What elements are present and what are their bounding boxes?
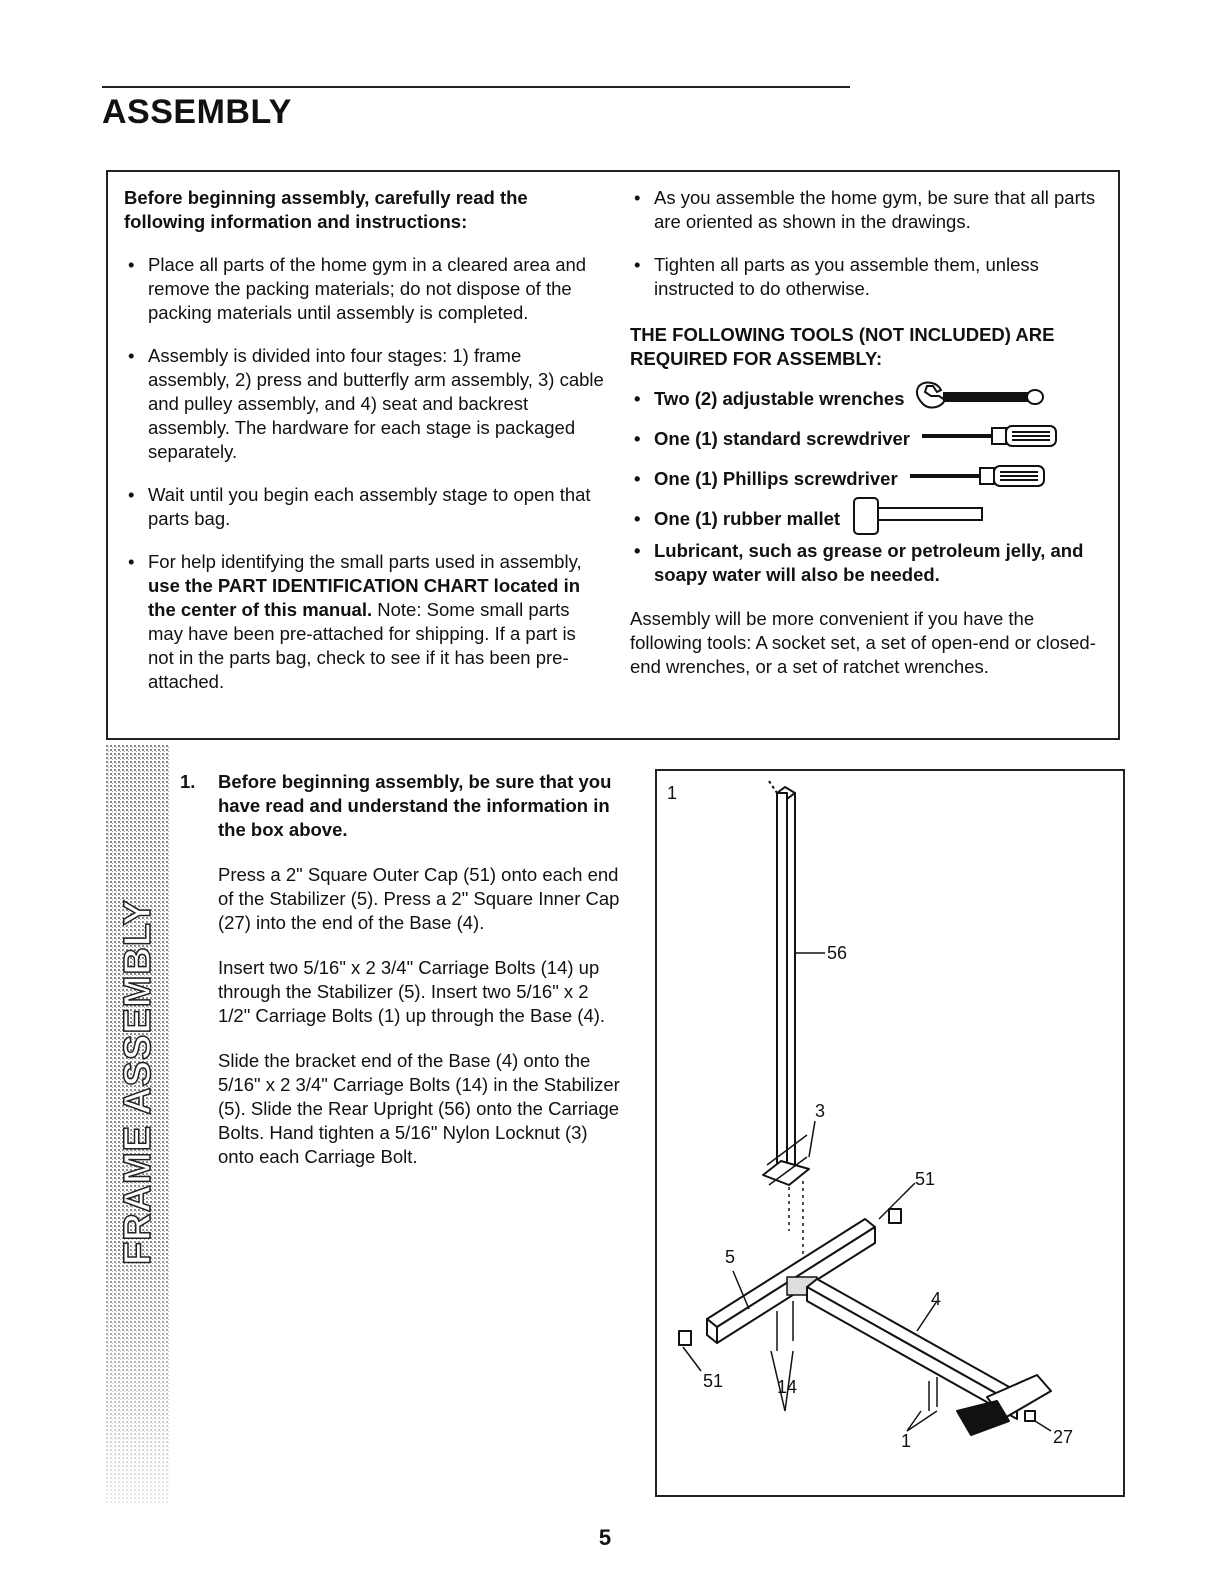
base-top (807, 1279, 1027, 1405)
instructions-list (124, 253, 604, 694)
tool-label: • One (1) standard screwdriver (654, 428, 911, 449)
step-paragraph: Press a 2" Square Outer Cap (51) onto each end of the Stabilizer (5). Press a 2" Square Inner Cap (27) into the end of the Base (4). (218, 864, 620, 933)
mallet-icon (850, 496, 990, 542)
tool-item: • Lubricant, such as grease or petroleum jelly, and soapy water will also be needed. (630, 539, 1110, 587)
step-paragraph: Insert two 5/16" x 2 3/4" Carriage Bolts (14) up through the Stabilizer (5). Insert two 5/16" x 2 1/2" Carriage Bolts (1) up through the Base (4). (218, 957, 606, 1026)
instructions-intro: Before beginning assembly, carefully read the following information and instructions: (124, 187, 528, 232)
callout-56: 56 (827, 943, 848, 963)
step-paragraph: Slide the bracket end of the Base (4) onto the 5/16" x 2 3/4" Carriage Bolts (14) in the Stabilizer (5). Slide the Rear Upright (56) onto the Carriage Bolts. Hand tighten a 5/16" Nylon Locknut (3) onto each Carriage Bolt. (218, 1050, 620, 1167)
callout-4: 4 (931, 1289, 942, 1309)
part-chart-reference: use the PART IDENTIFICATION CHART located in the center of this manual. (148, 575, 581, 620)
convenience-note: Assembly will be more convenient if you have the following tools: A socket set, a set of open-end or closed-end wrenches, or a set of ratchet wrenches. (630, 608, 1096, 677)
list-item: • Wait until you begin each assembly stage to open that parts bag. (124, 483, 604, 531)
instructions-right-column (630, 186, 1110, 679)
callout-51-right: 51 (915, 1169, 936, 1189)
outer-cap-left (679, 1331, 691, 1345)
instructions-box (106, 170, 1120, 740)
step-body (218, 770, 620, 1169)
help-text-pre: For help identifying the small parts used in assembly, (148, 551, 582, 572)
section-tab-label: FRAME ASSEMBLY (116, 899, 159, 1265)
callout-51-left: 51 (703, 1371, 724, 1391)
instructions-list (630, 186, 1110, 301)
header-rule (102, 86, 850, 88)
base-side (807, 1287, 1017, 1419)
figure-number: 1 (667, 783, 678, 803)
callout-27: 27 (1053, 1427, 1074, 1447)
section-tab (106, 745, 170, 1505)
page-number: 5 (598, 1525, 612, 1550)
page-title: ASSEMBLY (102, 93, 292, 131)
list-item: • Assembly is divided into four stages: 1) frame assembly, 2) press and butterfly arm assembly, 3) cable and pulley assembly, and 4) seat and backrest assembly. The hardware for each stage is packaged separately. (124, 344, 604, 464)
base-foot (957, 1401, 1009, 1435)
callout-5: 5 (725, 1247, 736, 1267)
screwdriver-icon (908, 464, 1053, 494)
tools-heading: THE FOLLOWING TOOLS (NOT INCLUDED) ARE REQUIRED FOR ASSEMBLY: (630, 324, 1055, 369)
help-text-post: Note: Some small parts may have been pre-attached for shipping. If a part is not in the parts bag, check to see if it has been pre-attached. (148, 599, 576, 692)
tools-list (630, 379, 1110, 587)
tool-item (630, 419, 1110, 459)
upright-side (787, 793, 795, 1173)
tool-label: • Two (2) adjustable wrenches (654, 388, 905, 409)
assembly-diagram (655, 769, 1125, 1497)
step-1 (180, 770, 620, 1190)
step-heading: Before beginning assembly, be sure that you have read and understand the information in the box above. (218, 771, 612, 840)
inner-cap (1025, 1411, 1035, 1421)
tool-item (630, 379, 1110, 419)
frame-drawing (657, 771, 1123, 1495)
screwdriver-icon (920, 424, 1065, 454)
rear-upright (777, 793, 787, 1173)
instructions-left-column (124, 186, 604, 694)
callout-3: 3 (815, 1101, 826, 1121)
list-item: • Place all parts of the home gym in a cleared area and remove the packing materials; do not dispose of the packing materials until assembly is completed. (124, 253, 604, 325)
list-item: • Tighten all parts as you assemble them, unless instructed to do otherwise. (630, 253, 1110, 301)
step-number: 1. (180, 771, 196, 792)
tool-item (630, 459, 1110, 499)
callout-14: 14 (777, 1377, 798, 1397)
tool-item (630, 499, 1110, 539)
tool-label: • One (1) rubber mallet (654, 508, 841, 529)
list-item (124, 550, 604, 694)
tool-label: • One (1) Phillips screwdriver (654, 468, 898, 489)
list-item: • As you assemble the home gym, be sure that all parts are oriented as shown in the drawings. (630, 186, 1110, 234)
outer-cap-right (889, 1209, 901, 1223)
wrench-icon (915, 380, 1045, 418)
callout-1: 1 (901, 1431, 912, 1451)
